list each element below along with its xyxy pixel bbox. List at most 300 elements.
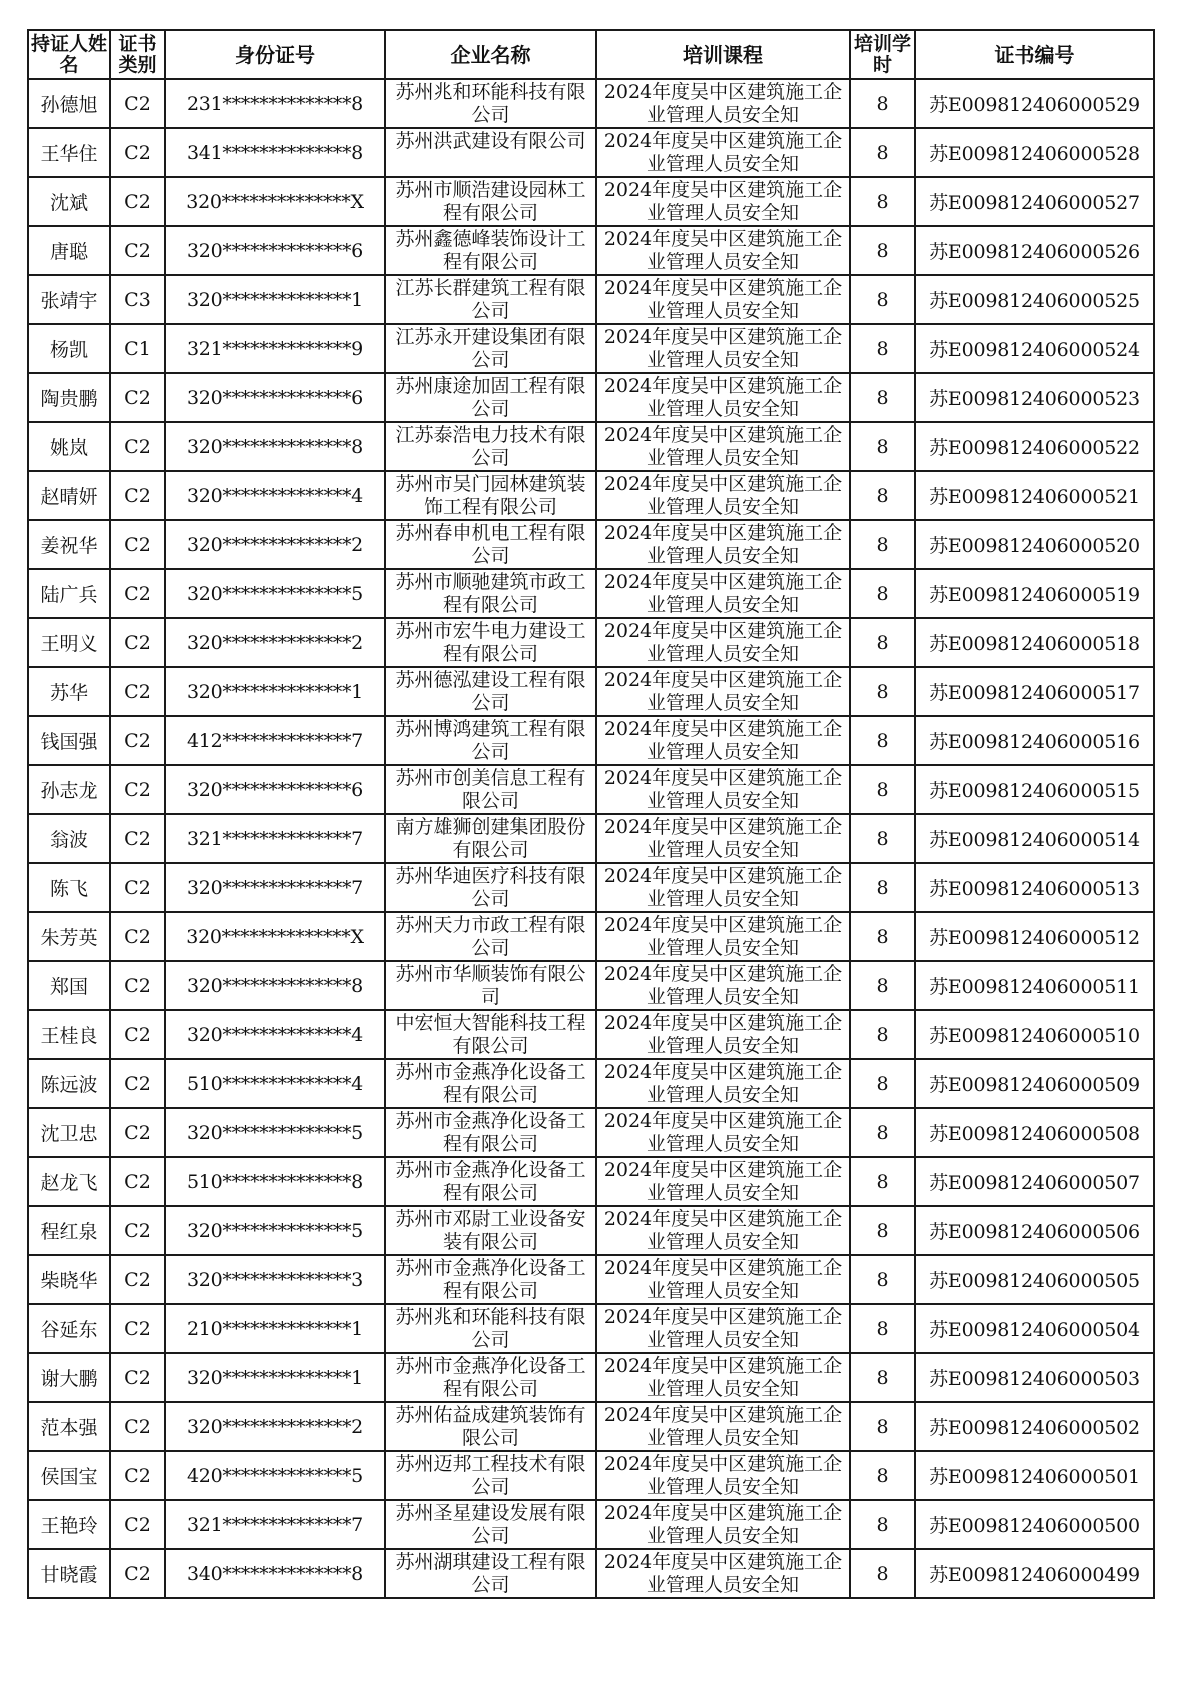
holder-name-cell: 姚岚	[28, 422, 110, 471]
table-row	[28, 961, 1154, 1010]
certificate-category-cell: C2	[110, 765, 165, 814]
id-number-cell: 320**************2	[165, 1402, 385, 1451]
table-row	[28, 1353, 1154, 1402]
training-course-text: 2024年度吴中区建筑施工企业管理人员安全知	[603, 374, 843, 420]
company-name-cell	[385, 1157, 596, 1206]
company-name-cell	[385, 716, 596, 765]
training-course-text: 2024年度吴中区建筑施工企业管理人员安全知	[603, 570, 843, 616]
table-row	[28, 1206, 1154, 1255]
certificate-category-cell: C2	[110, 1108, 165, 1157]
holder-name-cell: 谢大鹏	[28, 1353, 110, 1402]
training-course-cell	[596, 961, 850, 1010]
id-number-cell: 320**************8	[165, 961, 385, 1010]
certificate-category-cell: C2	[110, 569, 165, 618]
training-course-text: 2024年度吴中区建筑施工企业管理人员安全知	[603, 1011, 843, 1057]
company-name-text: 苏州市创美信息工程有限公司	[395, 766, 586, 812]
certificate-category-cell: C2	[110, 1304, 165, 1353]
company-name-cell	[385, 1402, 596, 1451]
company-name-text: 江苏长群建筑工程有限公司	[395, 276, 586, 322]
id-number-cell: 231**************8	[165, 79, 385, 128]
table-row	[28, 1010, 1154, 1059]
certificate-category-cell: C2	[110, 961, 165, 1010]
training-hours-cell: 8	[850, 1059, 915, 1108]
training-course-text: 2024年度吴中区建筑施工企业管理人员安全知	[603, 1550, 843, 1596]
company-name-text: 苏州康途加固工程有限公司	[395, 374, 586, 420]
training-course-text: 2024年度吴中区建筑施工企业管理人员安全知	[603, 276, 843, 322]
certificate-number-cell: 苏E009812406000517	[915, 667, 1154, 716]
training-course-text: 2024年度吴中区建筑施工企业管理人员安全知	[603, 668, 843, 714]
training-course-text: 2024年度吴中区建筑施工企业管理人员安全知	[603, 521, 843, 567]
company-name-cell	[385, 1304, 596, 1353]
company-name-text: 中宏恒大智能科技工程有限公司	[395, 1011, 586, 1057]
training-course-text: 2024年度吴中区建筑施工企业管理人员安全知	[603, 129, 843, 175]
training-course-text: 2024年度吴中区建筑施工企业管理人员安全知	[603, 717, 843, 763]
company-name-text: 苏州迈邦工程技术有限公司	[395, 1452, 586, 1498]
id-number-cell: 320**************7	[165, 863, 385, 912]
training-course-text: 2024年度吴中区建筑施工企业管理人员安全知	[603, 1060, 843, 1106]
certificate-number-cell: 苏E009812406000525	[915, 275, 1154, 324]
company-name-cell	[385, 1059, 596, 1108]
training-course-text: 2024年度吴中区建筑施工企业管理人员安全知	[603, 1452, 843, 1498]
table-row	[28, 1255, 1154, 1304]
training-hours-cell: 8	[850, 177, 915, 226]
training-course-cell	[596, 716, 850, 765]
company-name-cell	[385, 1500, 596, 1549]
training-hours-cell: 8	[850, 79, 915, 128]
certificate-category-cell: C2	[110, 667, 165, 716]
id-number-cell: 320**************3	[165, 1255, 385, 1304]
certificate-category-cell: C3	[110, 275, 165, 324]
certificate-number-cell: 苏E009812406000506	[915, 1206, 1154, 1255]
training-course-text: 2024年度吴中区建筑施工企业管理人员安全知	[603, 766, 843, 812]
training-course-cell	[596, 1304, 850, 1353]
id-number-cell: 320**************1	[165, 1353, 385, 1402]
training-hours-cell: 8	[850, 1353, 915, 1402]
training-course-cell	[596, 765, 850, 814]
training-course-text: 2024年度吴中区建筑施工企业管理人员安全知	[603, 1256, 843, 1302]
header-training-hours: 培训学时	[850, 30, 915, 79]
training-course-text: 2024年度吴中区建筑施工企业管理人员安全知	[603, 1354, 843, 1400]
company-name-text: 苏州春申机电工程有限公司	[395, 521, 586, 567]
training-hours-cell: 8	[850, 226, 915, 275]
holder-name-cell: 陈远波	[28, 1059, 110, 1108]
training-course-cell	[596, 1059, 850, 1108]
table-header	[28, 30, 1154, 79]
training-hours-cell: 8	[850, 863, 915, 912]
company-name-cell	[385, 422, 596, 471]
training-hours-cell: 8	[850, 716, 915, 765]
table-row	[28, 79, 1154, 128]
certificate-category-cell: C2	[110, 471, 165, 520]
certificate-number-cell: 苏E009812406000502	[915, 1402, 1154, 1451]
holder-name-cell: 王华住	[28, 128, 110, 177]
company-name-cell	[385, 79, 596, 128]
holder-name-cell: 钱国强	[28, 716, 110, 765]
company-name-text: 苏州兆和环能科技有限公司	[395, 80, 586, 126]
training-hours-cell: 8	[850, 618, 915, 667]
training-hours-cell: 8	[850, 1549, 915, 1598]
training-course-cell	[596, 422, 850, 471]
holder-name-cell: 王明义	[28, 618, 110, 667]
id-number-cell: 510**************4	[165, 1059, 385, 1108]
training-hours-cell: 8	[850, 1255, 915, 1304]
holder-name-cell: 孙德旭	[28, 79, 110, 128]
company-name-cell	[385, 863, 596, 912]
certificate-number-cell: 苏E009812406000510	[915, 1010, 1154, 1059]
company-name-text: 苏州兆和环能科技有限公司	[395, 1305, 586, 1351]
id-number-cell: 320**************5	[165, 1108, 385, 1157]
training-course-cell	[596, 1206, 850, 1255]
table-row	[28, 471, 1154, 520]
training-hours-cell: 8	[850, 324, 915, 373]
training-hours-cell: 8	[850, 1451, 915, 1500]
training-course-cell	[596, 1353, 850, 1402]
id-number-cell: 321**************7	[165, 814, 385, 863]
certificate-number-cell: 苏E009812406000503	[915, 1353, 1154, 1402]
training-course-cell	[596, 1451, 850, 1500]
training-course-cell	[596, 1402, 850, 1451]
certificate-category-cell: C2	[110, 128, 165, 177]
certificate-category-cell: C2	[110, 177, 165, 226]
company-name-cell	[385, 471, 596, 520]
table-row	[28, 177, 1154, 226]
training-course-cell	[596, 275, 850, 324]
certificate-category-cell: C2	[110, 1402, 165, 1451]
certificate-number-cell: 苏E009812406000523	[915, 373, 1154, 422]
certificate-category-cell: C2	[110, 520, 165, 569]
company-name-text: 苏州博鸿建筑工程有限公司	[395, 717, 586, 763]
holder-name-cell: 张靖宇	[28, 275, 110, 324]
training-course-text: 2024年度吴中区建筑施工企业管理人员安全知	[603, 815, 843, 861]
certificate-number-cell: 苏E009812406000507	[915, 1157, 1154, 1206]
table-row	[28, 814, 1154, 863]
company-name-text: 苏州市吴门园林建筑装饰工程有限公司	[395, 472, 586, 518]
company-name-cell	[385, 912, 596, 961]
id-number-cell: 320**************2	[165, 520, 385, 569]
training-course-cell	[596, 226, 850, 275]
training-hours-cell: 8	[850, 1500, 915, 1549]
holder-name-cell: 甘晓霞	[28, 1549, 110, 1598]
company-name-cell	[385, 226, 596, 275]
company-name-cell	[385, 569, 596, 618]
company-name-text: 江苏泰浩电力技术有限公司	[395, 423, 586, 469]
company-name-text: 苏州市金燕净化设备工程有限公司	[395, 1354, 586, 1400]
holder-name-cell: 翁波	[28, 814, 110, 863]
header-holder-name: 持证人姓名	[28, 30, 110, 79]
company-name-cell	[385, 1353, 596, 1402]
training-course-text: 2024年度吴中区建筑施工企业管理人员安全知	[603, 913, 843, 959]
id-number-cell: 320**************5	[165, 1206, 385, 1255]
holder-name-cell: 陆广兵	[28, 569, 110, 618]
certificate-category-cell: C2	[110, 1206, 165, 1255]
training-course-text: 2024年度吴中区建筑施工企业管理人员安全知	[603, 1158, 843, 1204]
training-hours-cell: 8	[850, 1157, 915, 1206]
table-row	[28, 226, 1154, 275]
table-row	[28, 1108, 1154, 1157]
company-name-cell	[385, 1206, 596, 1255]
table-row	[28, 520, 1154, 569]
certificate-category-cell: C1	[110, 324, 165, 373]
table-row	[28, 667, 1154, 716]
company-name-cell	[385, 1549, 596, 1598]
holder-name-cell: 唐聪	[28, 226, 110, 275]
certificate-number-cell: 苏E009812406000515	[915, 765, 1154, 814]
certificate-number-cell: 苏E009812406000521	[915, 471, 1154, 520]
table-row	[28, 618, 1154, 667]
id-number-cell: 320**************6	[165, 226, 385, 275]
holder-name-cell: 杨凯	[28, 324, 110, 373]
certificate-category-cell: C2	[110, 1353, 165, 1402]
training-course-cell	[596, 667, 850, 716]
header-company-name: 企业名称	[385, 30, 596, 79]
table-row	[28, 1304, 1154, 1353]
company-name-text: 苏州德泓建设工程有限公司	[395, 668, 586, 714]
certificate-category-cell: C2	[110, 814, 165, 863]
training-hours-cell: 8	[850, 1402, 915, 1451]
table-row	[28, 1157, 1154, 1206]
certificate-number-cell: 苏E009812406000529	[915, 79, 1154, 128]
company-name-cell	[385, 667, 596, 716]
id-number-cell: 420**************5	[165, 1451, 385, 1500]
training-course-text: 2024年度吴中区建筑施工企业管理人员安全知	[603, 178, 843, 224]
certificate-number-cell: 苏E009812406000511	[915, 961, 1154, 1010]
training-course-text: 2024年度吴中区建筑施工企业管理人员安全知	[603, 1501, 843, 1547]
company-name-cell	[385, 128, 596, 177]
certificate-category-cell: C2	[110, 1059, 165, 1108]
training-hours-cell: 8	[850, 422, 915, 471]
certificate-category-cell: C2	[110, 422, 165, 471]
company-name-text: 苏州市华顺装饰有限公司	[395, 962, 586, 1008]
id-number-cell: 320**************4	[165, 471, 385, 520]
company-name-text: 苏州圣星建设发展有限公司	[395, 1501, 586, 1547]
id-number-cell: 320**************X	[165, 912, 385, 961]
certificate-number-cell: 苏E009812406000519	[915, 569, 1154, 618]
table-row	[28, 1451, 1154, 1500]
holder-name-cell: 程红泉	[28, 1206, 110, 1255]
id-number-cell: 320**************1	[165, 667, 385, 716]
training-course-cell	[596, 324, 850, 373]
holder-name-cell: 孙志龙	[28, 765, 110, 814]
training-course-cell	[596, 177, 850, 226]
table-row	[28, 1402, 1154, 1451]
holder-name-cell: 赵晴妍	[28, 471, 110, 520]
company-name-text: 苏州市顺浩建设园林工程有限公司	[395, 178, 586, 224]
training-course-cell	[596, 1010, 850, 1059]
company-name-cell	[385, 275, 596, 324]
company-name-cell	[385, 1108, 596, 1157]
id-number-cell: 320**************4	[165, 1010, 385, 1059]
training-course-cell	[596, 863, 850, 912]
company-name-cell	[385, 618, 596, 667]
training-hours-cell: 8	[850, 1206, 915, 1255]
training-hours-cell: 8	[850, 667, 915, 716]
certificate-category-cell: C2	[110, 1451, 165, 1500]
company-name-cell	[385, 520, 596, 569]
certificate-category-cell: C2	[110, 1255, 165, 1304]
training-course-text: 2024年度吴中区建筑施工企业管理人员安全知	[603, 1109, 843, 1155]
company-name-cell	[385, 373, 596, 422]
table-row	[28, 912, 1154, 961]
holder-name-cell: 谷延东	[28, 1304, 110, 1353]
training-course-text: 2024年度吴中区建筑施工企业管理人员安全知	[603, 864, 843, 910]
company-name-cell	[385, 1255, 596, 1304]
certificate-number-cell: 苏E009812406000518	[915, 618, 1154, 667]
training-course-cell	[596, 618, 850, 667]
table-row	[28, 1500, 1154, 1549]
id-number-cell: 320**************1	[165, 275, 385, 324]
company-name-text: 苏州市金燕净化设备工程有限公司	[395, 1109, 586, 1155]
company-name-text: 南方雄狮创建集团股份有限公司	[395, 815, 586, 861]
training-course-text: 2024年度吴中区建筑施工企业管理人员安全知	[603, 962, 843, 1008]
training-hours-cell: 8	[850, 520, 915, 569]
training-course-text: 2024年度吴中区建筑施工企业管理人员安全知	[603, 80, 843, 126]
company-name-text: 苏州佑益成建筑装饰有限公司	[395, 1403, 586, 1449]
holder-name-cell: 赵龙飞	[28, 1157, 110, 1206]
certificate-category-cell: C2	[110, 716, 165, 765]
header-row	[28, 30, 1154, 79]
holder-name-cell: 陈飞	[28, 863, 110, 912]
table-row	[28, 128, 1154, 177]
training-course-text: 2024年度吴中区建筑施工企业管理人员安全知	[603, 1403, 843, 1449]
certificate-category-cell: C2	[110, 1500, 165, 1549]
table-row	[28, 422, 1154, 471]
company-name-text: 苏州市宏牛电力建设工程有限公司	[395, 619, 586, 665]
certificate-table	[27, 29, 1155, 1599]
certificate-number-cell: 苏E009812406000509	[915, 1059, 1154, 1108]
holder-name-cell: 郑国	[28, 961, 110, 1010]
training-course-cell	[596, 912, 850, 961]
certificate-category-cell: C2	[110, 1549, 165, 1598]
certificate-number-cell: 苏E009812406000520	[915, 520, 1154, 569]
table-row	[28, 863, 1154, 912]
training-hours-cell: 8	[850, 1304, 915, 1353]
id-number-cell: 341**************8	[165, 128, 385, 177]
id-number-cell: 320**************6	[165, 765, 385, 814]
company-name-cell	[385, 177, 596, 226]
id-number-cell: 320**************5	[165, 569, 385, 618]
company-name-text: 苏州市金燕净化设备工程有限公司	[395, 1060, 586, 1106]
training-course-cell	[596, 471, 850, 520]
table-row	[28, 765, 1154, 814]
table-row	[28, 1549, 1154, 1598]
certificate-number-cell: 苏E009812406000514	[915, 814, 1154, 863]
training-course-cell	[596, 520, 850, 569]
training-course-cell	[596, 128, 850, 177]
training-course-cell	[596, 1500, 850, 1549]
training-course-text: 2024年度吴中区建筑施工企业管理人员安全知	[603, 619, 843, 665]
training-course-cell	[596, 1549, 850, 1598]
table-row	[28, 1059, 1154, 1108]
certificate-number-cell: 苏E009812406000516	[915, 716, 1154, 765]
training-course-text: 2024年度吴中区建筑施工企业管理人员安全知	[603, 423, 843, 469]
certificate-number-cell: 苏E009812406000528	[915, 128, 1154, 177]
company-name-cell	[385, 814, 596, 863]
training-course-cell	[596, 569, 850, 618]
id-number-cell: 320**************2	[165, 618, 385, 667]
header-id-number: 身份证号	[165, 30, 385, 79]
id-number-cell: 321**************7	[165, 1500, 385, 1549]
certificate-number-cell: 苏E009812406000512	[915, 912, 1154, 961]
table-row	[28, 716, 1154, 765]
company-name-text: 苏州市金燕净化设备工程有限公司	[395, 1158, 586, 1204]
id-number-cell: 320**************8	[165, 422, 385, 471]
table-row	[28, 569, 1154, 618]
training-course-cell	[596, 1255, 850, 1304]
company-name-text: 苏州湖琪建设工程有限公司	[395, 1550, 586, 1596]
training-hours-cell: 8	[850, 373, 915, 422]
holder-name-cell: 王艳玲	[28, 1500, 110, 1549]
training-course-cell	[596, 1157, 850, 1206]
training-course-cell	[596, 1108, 850, 1157]
certificate-category-cell: C2	[110, 618, 165, 667]
company-name-text: 苏州华迪医疗科技有限公司	[395, 864, 586, 910]
training-hours-cell: 8	[850, 814, 915, 863]
certificate-number-cell: 苏E009812406000526	[915, 226, 1154, 275]
certificate-number-cell: 苏E009812406000504	[915, 1304, 1154, 1353]
certificate-category-cell: C2	[110, 226, 165, 275]
table-body	[28, 79, 1154, 1598]
company-name-cell	[385, 324, 596, 373]
training-hours-cell: 8	[850, 471, 915, 520]
holder-name-cell: 姜祝华	[28, 520, 110, 569]
holder-name-cell: 陶贵鹏	[28, 373, 110, 422]
holder-name-cell: 沈斌	[28, 177, 110, 226]
training-hours-cell: 8	[850, 912, 915, 961]
training-hours-cell: 8	[850, 1010, 915, 1059]
training-course-cell	[596, 373, 850, 422]
certificate-number-cell: 苏E009812406000499	[915, 1549, 1154, 1598]
header-training-course: 培训课程	[596, 30, 850, 79]
id-number-cell: 210**************1	[165, 1304, 385, 1353]
company-name-text: 苏州市邓尉工业设备安装有限公司	[395, 1207, 586, 1253]
training-course-text: 2024年度吴中区建筑施工企业管理人员安全知	[603, 472, 843, 518]
company-name-cell	[385, 765, 596, 814]
training-course-text: 2024年度吴中区建筑施工企业管理人员安全知	[603, 1305, 843, 1351]
holder-name-cell: 苏华	[28, 667, 110, 716]
certificate-category-cell: C2	[110, 373, 165, 422]
training-course-cell	[596, 79, 850, 128]
company-name-cell	[385, 961, 596, 1010]
certificate-number-cell: 苏E009812406000508	[915, 1108, 1154, 1157]
certificate-category-cell: C2	[110, 1157, 165, 1206]
training-course-cell	[596, 814, 850, 863]
company-name-text: 苏州天力市政工程有限公司	[395, 913, 586, 959]
certificate-number-cell: 苏E009812406000505	[915, 1255, 1154, 1304]
table-row	[28, 324, 1154, 373]
company-name-cell	[385, 1451, 596, 1500]
company-name-text: 江苏永开建设集团有限公司	[395, 325, 586, 371]
header-certificate-category: 证书类别	[110, 30, 165, 79]
company-name-cell	[385, 1010, 596, 1059]
training-hours-cell: 8	[850, 961, 915, 1010]
training-hours-cell: 8	[850, 569, 915, 618]
certificate-category-cell: C2	[110, 1010, 165, 1059]
id-number-cell: 320**************X	[165, 177, 385, 226]
id-number-cell: 340**************8	[165, 1549, 385, 1598]
certificate-number-cell: 苏E009812406000524	[915, 324, 1154, 373]
training-course-text: 2024年度吴中区建筑施工企业管理人员安全知	[603, 325, 843, 371]
company-name-text: 苏州鑫德峰装饰设计工程有限公司	[395, 227, 586, 273]
holder-name-cell: 范本强	[28, 1402, 110, 1451]
training-hours-cell: 8	[850, 128, 915, 177]
certificate-number-cell: 苏E009812406000501	[915, 1451, 1154, 1500]
certificate-number-cell: 苏E009812406000527	[915, 177, 1154, 226]
certificate-category-cell: C2	[110, 863, 165, 912]
certificate-number-cell: 苏E009812406000513	[915, 863, 1154, 912]
certificate-number-cell: 苏E009812406000500	[915, 1500, 1154, 1549]
training-course-text: 2024年度吴中区建筑施工企业管理人员安全知	[603, 227, 843, 273]
id-number-cell: 412**************7	[165, 716, 385, 765]
